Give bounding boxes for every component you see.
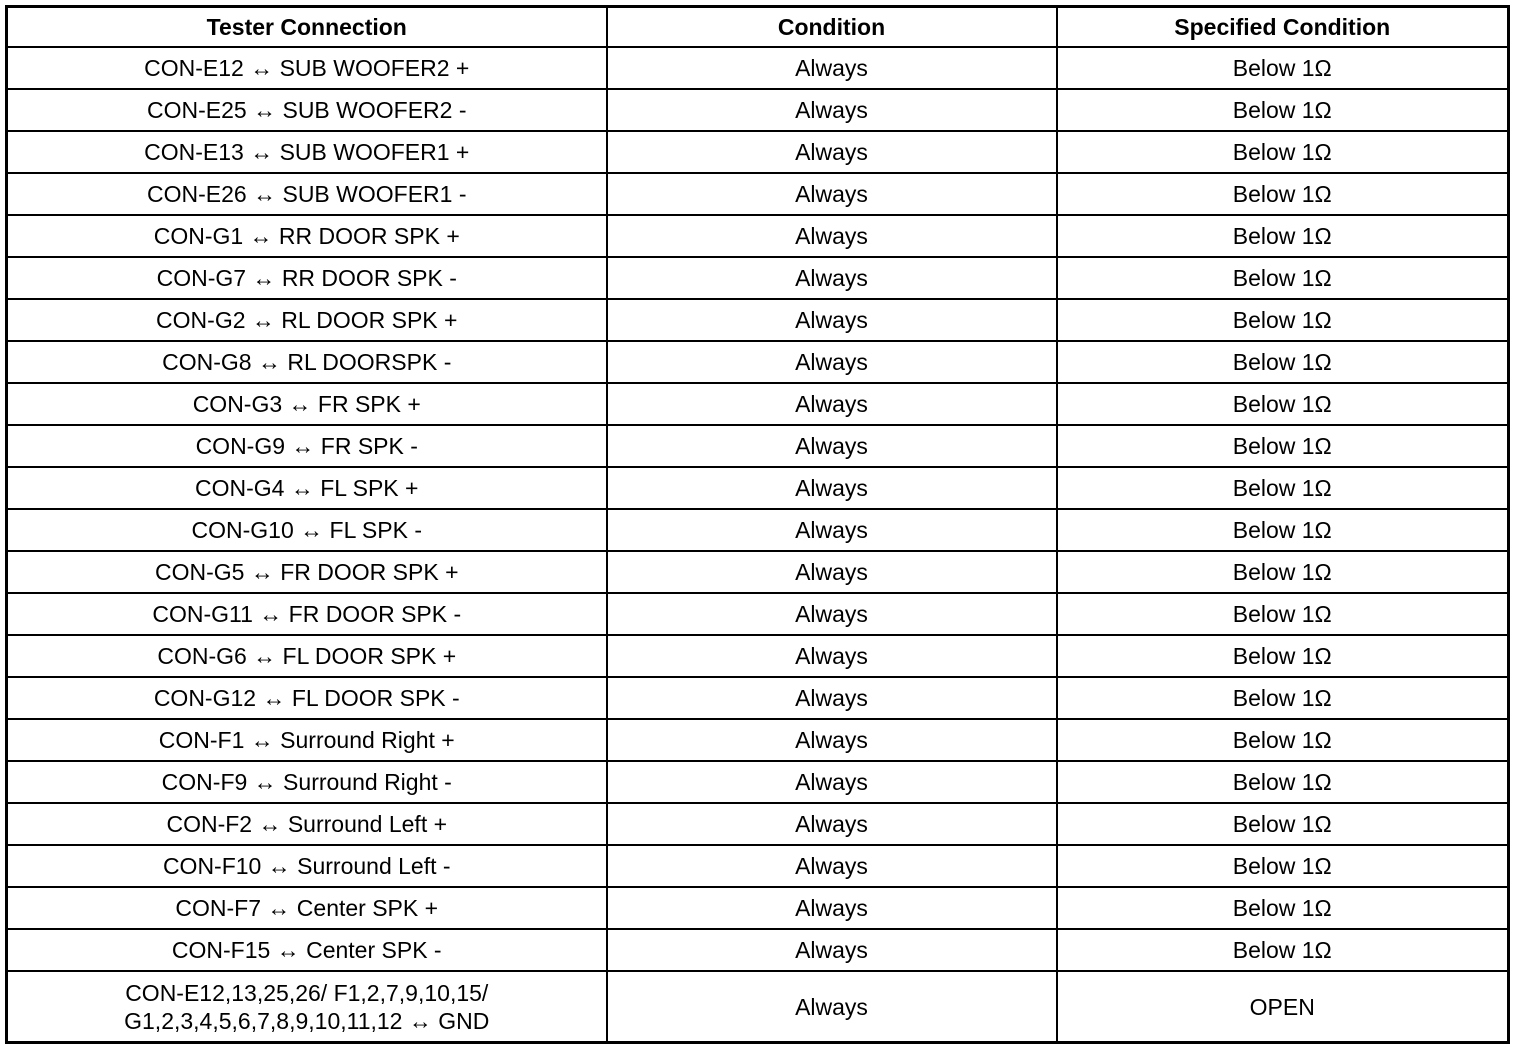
specified-condition-cell: Below 1Ω xyxy=(1057,257,1509,299)
table-row xyxy=(7,341,1509,383)
condition-cell: Always xyxy=(607,47,1057,89)
condition-cell: Always xyxy=(607,593,1057,635)
table-row xyxy=(7,425,1509,467)
tester-connection-cell: CON-E12,13,25,26/ F1,2,7,9,10,15/ G1,2,3,4,5,6,7,8,9,10,11,12 ↔ GND xyxy=(7,971,607,1043)
specified-condition-cell: OPEN xyxy=(1057,971,1509,1043)
condition-cell: Always xyxy=(607,635,1057,677)
tester-connection-cell: CON-G8 ↔ RL DOORSPK - xyxy=(7,341,607,383)
condition-cell: Always xyxy=(607,509,1057,551)
table-row xyxy=(7,635,1509,677)
table-row xyxy=(7,677,1509,719)
condition-cell: Always xyxy=(607,215,1057,257)
specified-condition-cell: Below 1Ω xyxy=(1057,47,1509,89)
specified-condition-cell: Below 1Ω xyxy=(1057,677,1509,719)
condition-cell: Always xyxy=(607,257,1057,299)
specified-condition-cell: Below 1Ω xyxy=(1057,803,1509,845)
tester-connection-table xyxy=(5,5,1510,1044)
tester-connection-cell: CON-G10 ↔ FL SPK - xyxy=(7,509,607,551)
tester-connection-cell: CON-G9 ↔ FR SPK - xyxy=(7,425,607,467)
tester-connection-cell: CON-F7 ↔ Center SPK + xyxy=(7,887,607,929)
table-row xyxy=(7,929,1509,971)
specified-condition-cell: Below 1Ω xyxy=(1057,719,1509,761)
specified-condition-cell: Below 1Ω xyxy=(1057,593,1509,635)
specified-condition-cell: Below 1Ω xyxy=(1057,551,1509,593)
condition-cell: Always xyxy=(607,845,1057,887)
header-condition: Condition xyxy=(607,7,1057,48)
condition-cell: Always xyxy=(607,173,1057,215)
tester-connection-cell: CON-F10 ↔ Surround Left - xyxy=(7,845,607,887)
tester-connection-cell: CON-F15 ↔ Center SPK - xyxy=(7,929,607,971)
specified-condition-cell: Below 1Ω xyxy=(1057,887,1509,929)
condition-cell: Always xyxy=(607,761,1057,803)
condition-cell: Always xyxy=(607,467,1057,509)
specified-condition-cell: Below 1Ω xyxy=(1057,173,1509,215)
condition-cell: Always xyxy=(607,341,1057,383)
condition-cell: Always xyxy=(607,887,1057,929)
tester-connection-cell: CON-F1 ↔ Surround Right + xyxy=(7,719,607,761)
header-specified-condition: Specified Condition xyxy=(1057,7,1509,48)
condition-cell: Always xyxy=(607,971,1057,1043)
specified-condition-cell: Below 1Ω xyxy=(1057,299,1509,341)
specified-condition-cell: Below 1Ω xyxy=(1057,425,1509,467)
specified-condition-cell: Below 1Ω xyxy=(1057,215,1509,257)
table-row xyxy=(7,887,1509,929)
specified-condition-cell: Below 1Ω xyxy=(1057,467,1509,509)
specified-condition-cell: Below 1Ω xyxy=(1057,383,1509,425)
tester-connection-cell: CON-E26 ↔ SUB WOOFER1 - xyxy=(7,173,607,215)
table-row xyxy=(7,803,1509,845)
table-row xyxy=(7,47,1509,89)
table-row xyxy=(7,467,1509,509)
tester-connection-cell: CON-G1 ↔ RR DOOR SPK + xyxy=(7,215,607,257)
table-row xyxy=(7,509,1509,551)
condition-cell: Always xyxy=(607,299,1057,341)
table-row xyxy=(7,551,1509,593)
tester-connection-cell: CON-G12 ↔ FL DOOR SPK - xyxy=(7,677,607,719)
tester-connection-cell: CON-E13 ↔ SUB WOOFER1 + xyxy=(7,131,607,173)
specified-condition-cell: Below 1Ω xyxy=(1057,341,1509,383)
condition-cell: Always xyxy=(607,719,1057,761)
condition-cell: Always xyxy=(607,929,1057,971)
specified-condition-cell: Below 1Ω xyxy=(1057,89,1509,131)
condition-cell: Always xyxy=(607,677,1057,719)
tester-connection-cell: CON-E12 ↔ SUB WOOFER2 + xyxy=(7,47,607,89)
specified-condition-cell: Below 1Ω xyxy=(1057,131,1509,173)
tester-connection-cell: CON-G11 ↔ FR DOOR SPK - xyxy=(7,593,607,635)
table-row xyxy=(7,383,1509,425)
tester-connection-cell: CON-F2 ↔ Surround Left + xyxy=(7,803,607,845)
condition-cell: Always xyxy=(607,89,1057,131)
specified-condition-cell: Below 1Ω xyxy=(1057,635,1509,677)
tester-connection-cell: CON-G7 ↔ RR DOOR SPK - xyxy=(7,257,607,299)
specified-condition-cell: Below 1Ω xyxy=(1057,509,1509,551)
condition-cell: Always xyxy=(607,425,1057,467)
spec-table-container xyxy=(5,5,1510,1044)
tester-connection-cell: CON-G2 ↔ RL DOOR SPK + xyxy=(7,299,607,341)
condition-cell: Always xyxy=(607,551,1057,593)
table-row xyxy=(7,215,1509,257)
condition-cell: Always xyxy=(607,383,1057,425)
table-row xyxy=(7,299,1509,341)
tester-connection-cell: CON-G3 ↔ FR SPK + xyxy=(7,383,607,425)
condition-cell: Always xyxy=(607,131,1057,173)
table-row xyxy=(7,257,1509,299)
specified-condition-cell: Below 1Ω xyxy=(1057,761,1509,803)
tester-connection-cell: CON-G5 ↔ FR DOOR SPK + xyxy=(7,551,607,593)
table-row xyxy=(7,593,1509,635)
table-row xyxy=(7,719,1509,761)
tester-connection-cell: CON-G6 ↔ FL DOOR SPK + xyxy=(7,635,607,677)
tester-connection-cell: CON-F9 ↔ Surround Right - xyxy=(7,761,607,803)
table-row xyxy=(7,845,1509,887)
table-row xyxy=(7,173,1509,215)
specified-condition-cell: Below 1Ω xyxy=(1057,929,1509,971)
condition-cell: Always xyxy=(607,803,1057,845)
table-header-row xyxy=(7,7,1509,48)
table-row xyxy=(7,761,1509,803)
table-row xyxy=(7,971,1509,1043)
table-row xyxy=(7,89,1509,131)
header-tester-connection: Tester Connection xyxy=(7,7,607,48)
table-row xyxy=(7,131,1509,173)
specified-condition-cell: Below 1Ω xyxy=(1057,845,1509,887)
tester-connection-cell: CON-G4 ↔ FL SPK + xyxy=(7,467,607,509)
tester-connection-cell: CON-E25 ↔ SUB WOOFER2 - xyxy=(7,89,607,131)
